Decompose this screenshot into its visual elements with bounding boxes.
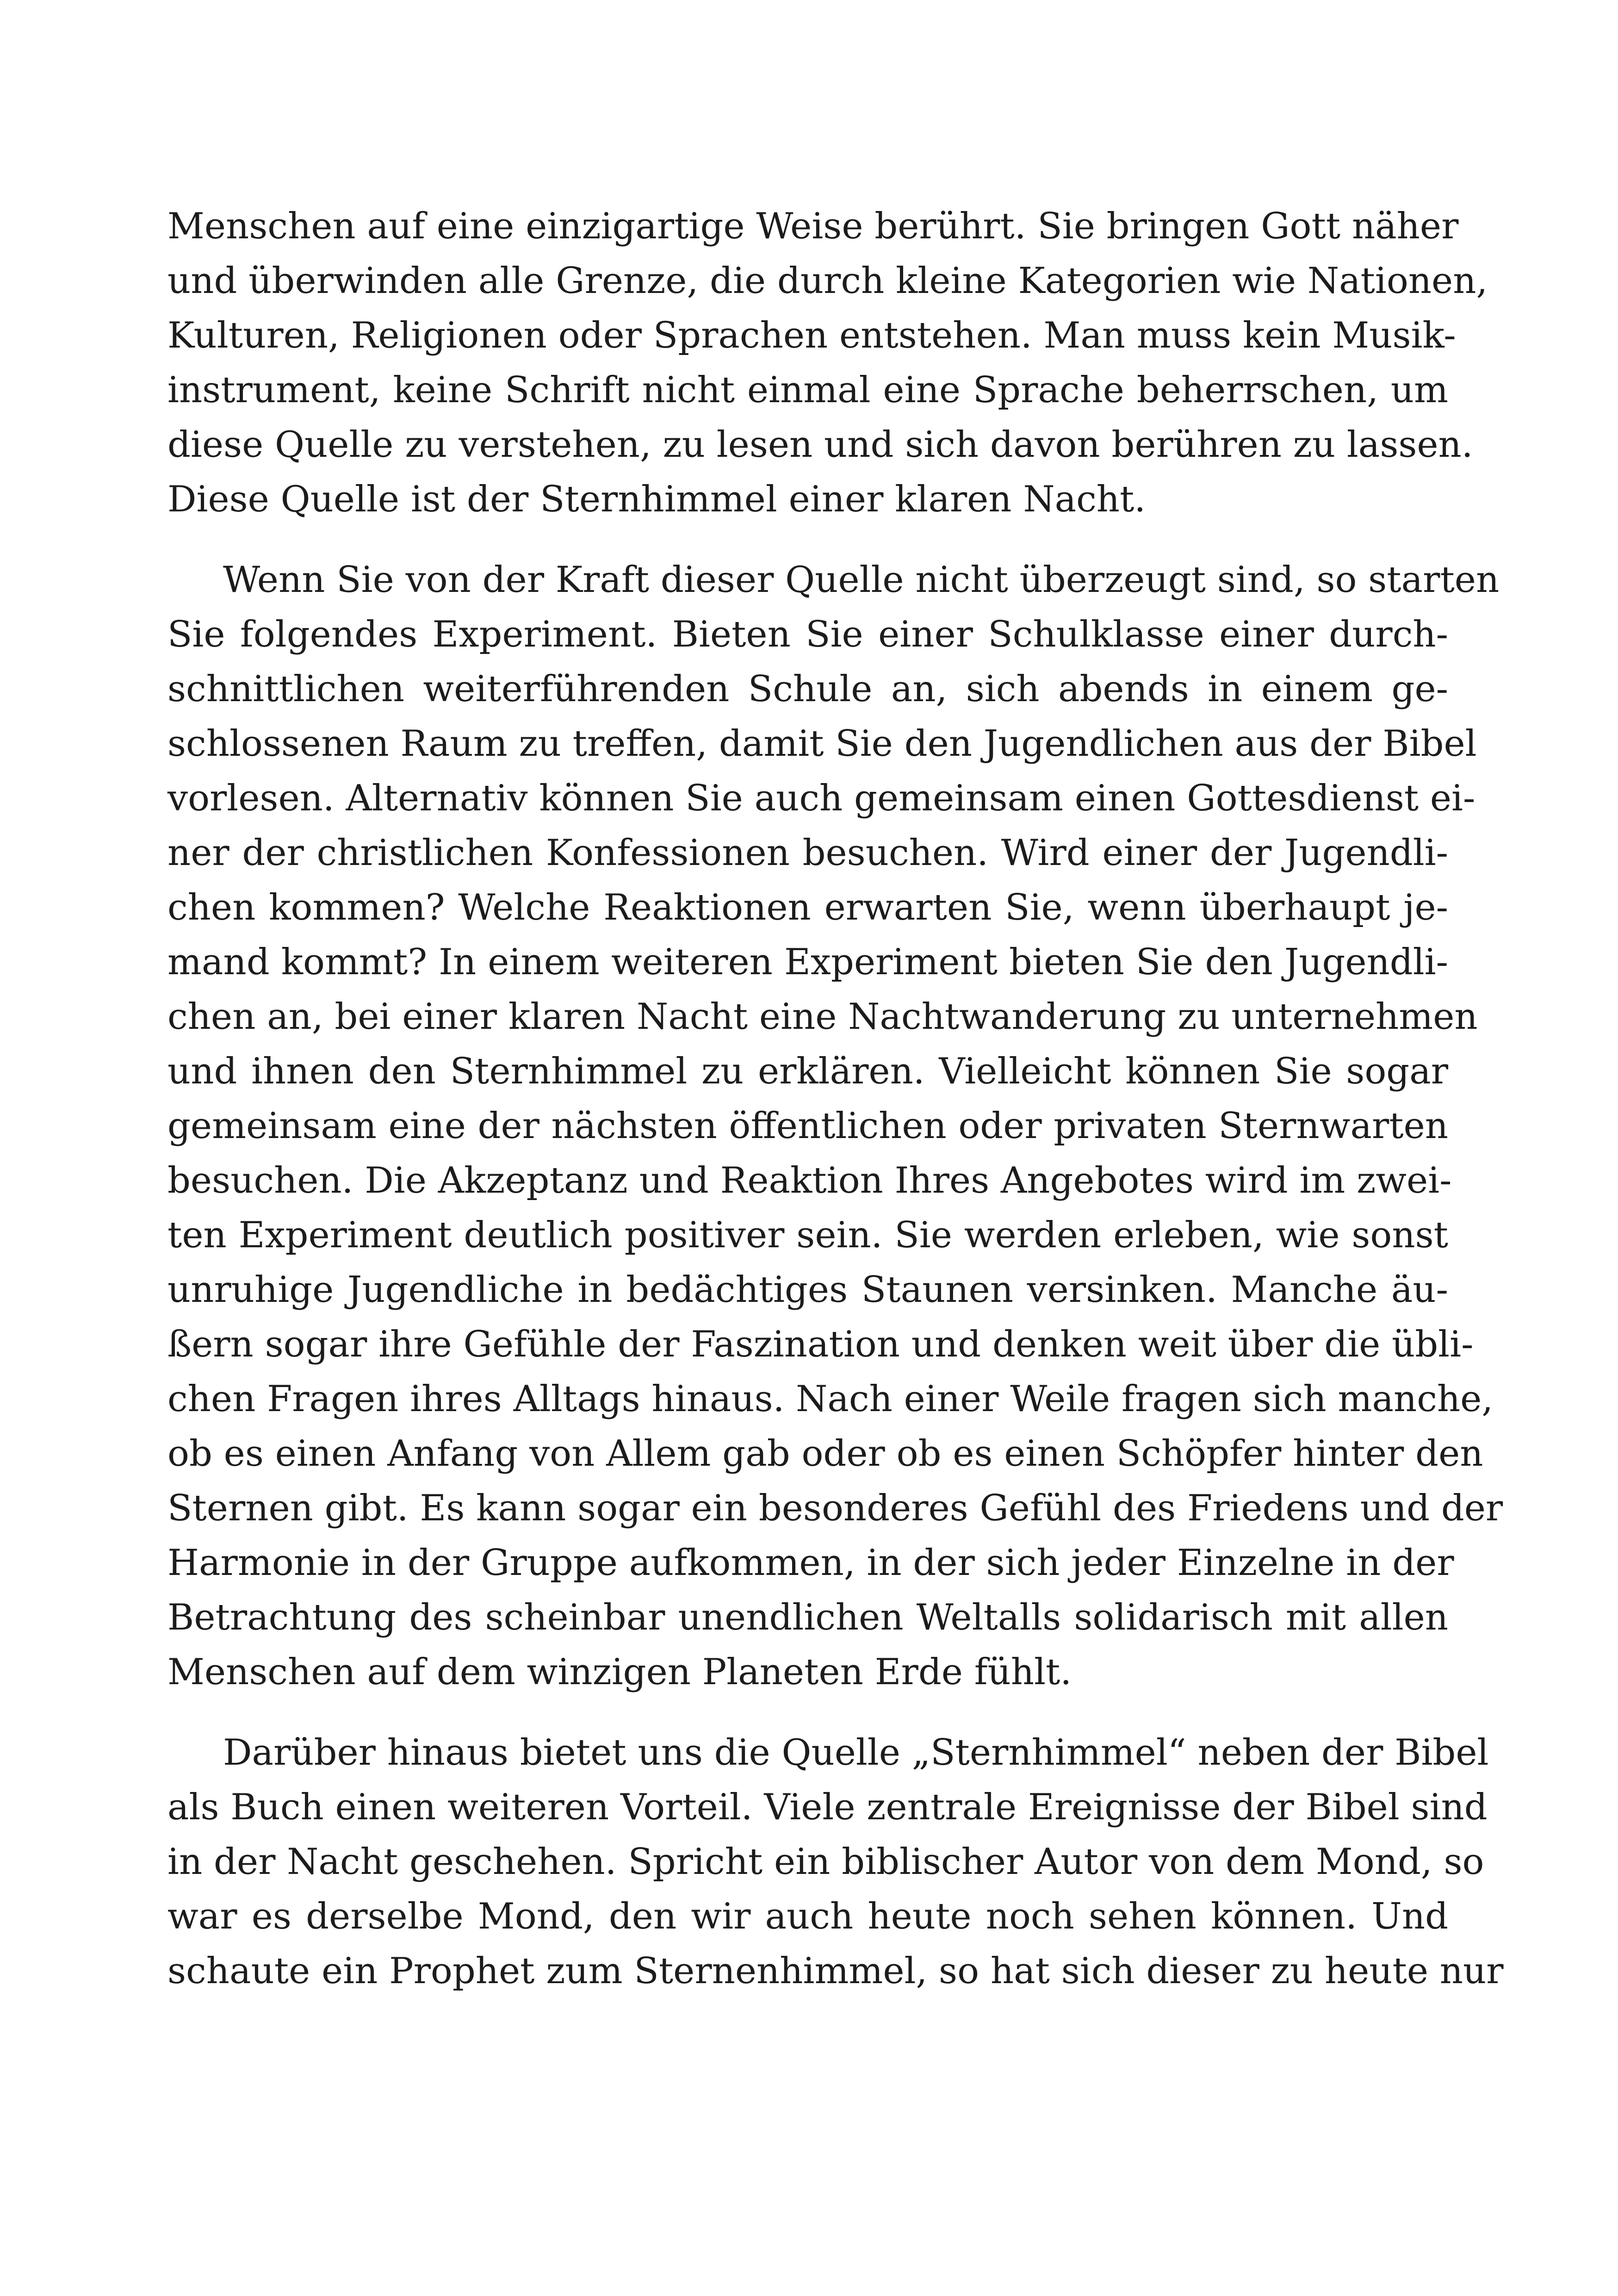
text-line: vorlesen. Alternativ können Sie auch gemeinsam einen Gottesdienst ei- xyxy=(167,778,1475,819)
text-line: Betrachtung des scheinbar unendlichen Weltalls solidarisch mit allen xyxy=(167,1597,1448,1638)
text-line: war es derselbe Mond, den wir auch heute noch sehen können. Und xyxy=(167,1896,1448,1937)
text-line: Darüber hinaus bietet uns die Quelle „Sternhimmel“ neben der Bibel xyxy=(223,1732,1489,1773)
text-line: instrument, keine Schrift nicht einmal eine Sprache beherrschen, um xyxy=(167,369,1448,411)
text-line: besuchen. Die Akzeptanz und Reaktion Ihres Angebotes wird im zwei- xyxy=(167,1160,1452,1201)
text-line: Harmonie in der Gruppe aufkommen, in der sich jeder Einzelne in der xyxy=(167,1542,1454,1584)
text-line: chen Fragen ihres Alltags hinaus. Nach einer Weile fragen sich manche, xyxy=(167,1378,1494,1420)
text-line: in der Nacht geschehen. Spricht ein biblischer Autor von dem Mond, so xyxy=(167,1841,1484,1883)
body-text xyxy=(167,199,1504,1998)
text-line: schnittlichen weiterführenden Schule an, sich abends in einem ge- xyxy=(167,668,1448,710)
text-line: Menschen auf eine einzigartige Weise berührt. Sie bringen Gott näher xyxy=(167,205,1459,247)
text-line: diese Quelle zu verstehen, zu lesen und sich davon berühren zu lassen. xyxy=(167,424,1473,466)
paragraph xyxy=(167,199,1488,527)
text-line: ob es einen Anfang von Allem gab oder ob es einen Schöpfer hinter den xyxy=(167,1433,1483,1475)
text-line: und überwinden alle Grenze, die durch kleine Kategorien wie Nationen, xyxy=(167,260,1488,302)
text-line: ßern sogar ihre Gefühle der Faszination und denken weit über die übli- xyxy=(167,1324,1474,1365)
text-line: und ihnen den Sternhimmel zu erklären. Vielleicht können Sie sogar xyxy=(167,1051,1448,1092)
text-line: als Buch einen weiteren Vorteil. Viele zentrale Ereignisse der Bibel sind xyxy=(167,1786,1488,1828)
text-line: Diese Quelle ist der Sternhimmel einer klaren Nacht. xyxy=(167,479,1146,520)
text-line: unruhige Jugendliche in bedächtiges Staunen versinken. Manche äu- xyxy=(167,1269,1448,1311)
text-line: schlossenen Raum zu treffen, damit Sie den Jugendlichen aus der Bibel xyxy=(167,723,1477,765)
text-line: Sie folgendes Experiment. Bieten Sie einer Schulklasse einer durch- xyxy=(167,614,1448,655)
text-line: mand kommt? In einem weiteren Experiment bieten Sie den Jugendli- xyxy=(167,941,1448,983)
text-line: Kulturen, Religionen oder Sprachen entstehen. Man muss kein Musik- xyxy=(167,315,1456,356)
text-line: gemeinsam eine der nächsten öffentlichen oder privaten Sternwarten xyxy=(167,1105,1448,1147)
text-line: ner der christlichen Konfessionen besuchen. Wird einer der Jugendli- xyxy=(167,832,1448,874)
text-line: chen kommen? Welche Reaktionen erwarten Sie, wenn überhaupt je- xyxy=(167,887,1448,928)
text-line: ten Experiment deutlich positiver sein. Sie werden erleben, wie sonst xyxy=(167,1214,1448,1256)
text-line: chen an, bei einer klaren Nacht eine Nachtwanderung zu unternehmen xyxy=(167,996,1478,1038)
text-line: Wenn Sie von der Kraft dieser Quelle nicht überzeugt sind, so starten xyxy=(223,559,1500,601)
text-line: schaute ein Prophet zum Sternenhimmel, so hat sich dieser zu heute nur xyxy=(167,1950,1504,1992)
text-line: Menschen auf dem winzigen Planeten Erde fühlt. xyxy=(167,1651,1072,1693)
paragraph xyxy=(167,1725,1504,1998)
text-line: Sternen gibt. Es kann sogar ein besonderes Gefühl des Friedens und der xyxy=(167,1487,1503,1529)
paragraph xyxy=(167,553,1503,1699)
